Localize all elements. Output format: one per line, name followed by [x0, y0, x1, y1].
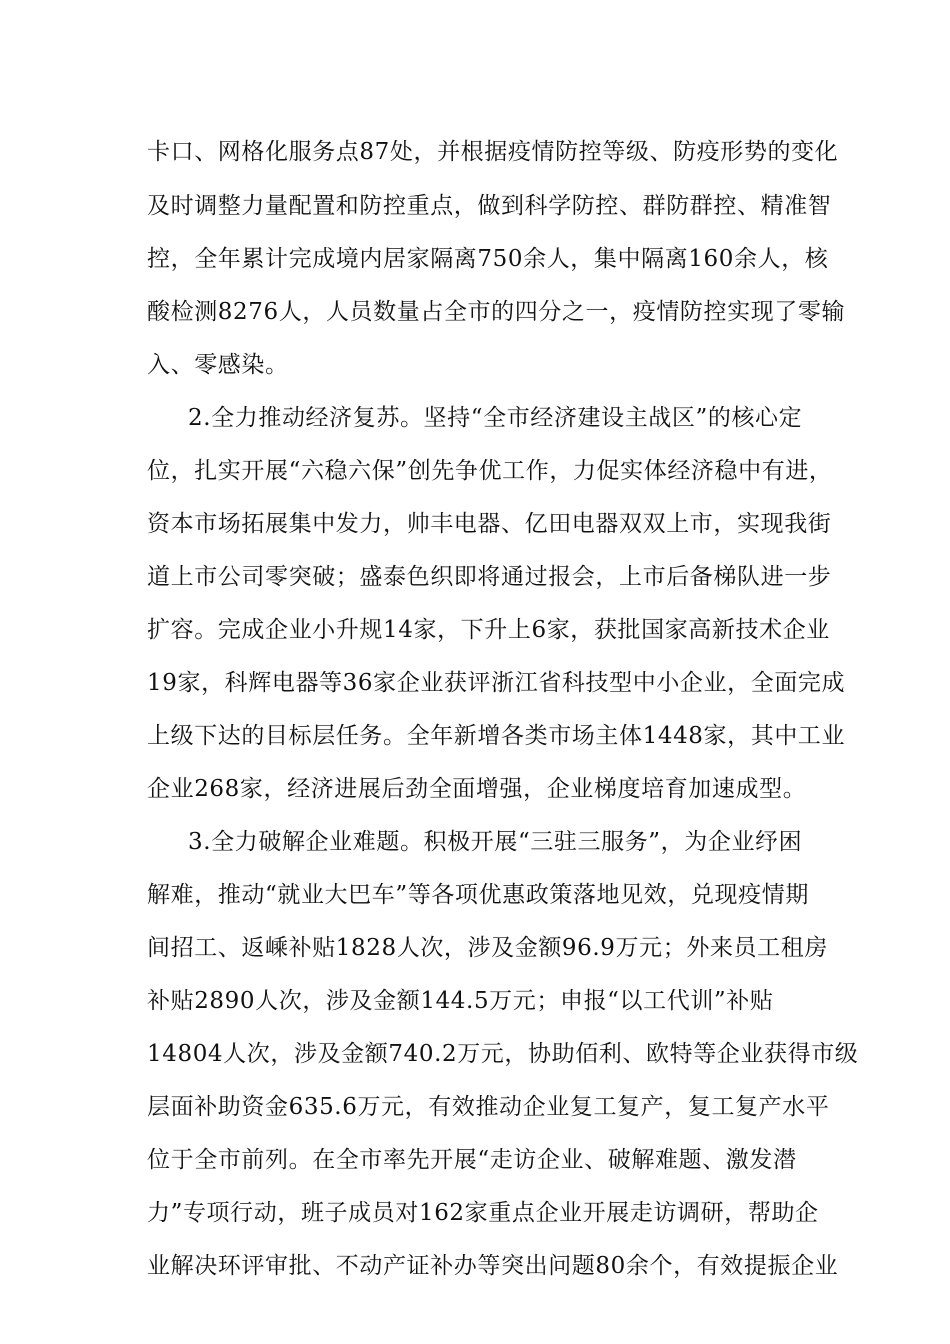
paragraph-1-line-3: 控，全年累计完成境内居家隔离750余人，集中隔离160余人，核 [147, 246, 829, 272]
paragraph-2-line-2: 位，扎实开展“六稳六保”创先争优工作，力促实体经济稳中有进， [147, 458, 833, 484]
paragraph-2-line-7: 上级下达的目标层任务。全年新增各类市场主体1448家，其中工业 [147, 723, 846, 749]
paragraph-3-line-8: 力”专项行动，班子成员对162家重点企业开展走访调研，帮助企 [147, 1200, 819, 1226]
paragraph-3-line-3: 间招工、返嵊补贴1828人次，涉及金额96.9万元；外来员工租房 [147, 935, 828, 961]
paragraph-3-line-6: 层面补助资金635.6万元，有效推动企业复工复产，复工复产水平 [147, 1094, 830, 1120]
paragraph-2-line-5: 扩容。完成企业小升规14家，下升上6家，获批国家高新技术企业 [147, 617, 830, 643]
paragraph-3-line-4: 补贴2890人次，涉及金额144.5万元；申报“以工代训”补贴 [147, 988, 774, 1014]
paragraph-2-line-8: 企业268家，经济进展后劲全面增强，企业梯度培育加速成型。 [147, 776, 807, 802]
paragraph-3-line-5: 14804人次，涉及金额740.2万元，协助佰利、欧特等企业获得市级 [147, 1041, 859, 1067]
paragraph-2-line-1: 2.全力推动经济复苏。坚持“全市经济建设主战区”的核心定 [188, 405, 803, 431]
paragraph-1-line-5: 入、零感染。 [147, 352, 289, 378]
paragraph-1-line-4: 酸检测8276人，人员数量占全市的四分之一，疫情防控实现了零输 [147, 299, 846, 325]
paragraph-3-line-7: 位于全市前列。在全市率先开展“走访企业、破解难题、激发潜 [147, 1147, 797, 1173]
paragraph-3-line-1: 3.全力破解企业难题。积极开展“三驻三服务”，为企业纾困 [188, 829, 803, 855]
paragraph-3-line-2: 解难，推动“就业大巴车”等各项优惠政策落地见效，兑现疫情期 [147, 882, 809, 908]
paragraph-3-line-9: 业解决环评审批、不动产证补办等突出问题80余个，有效提振企业 [147, 1253, 839, 1279]
paragraph-2-line-3: 资本市场拓展集中发力，帅丰电器、亿田电器双双上市，实现我街 [147, 511, 832, 537]
paragraph-2-line-4: 道上市公司零突破；盛泰色织即将通过报会，上市后备梯队进一步 [147, 564, 832, 590]
paragraph-1-line-2: 及时调整力量配置和防控重点，做到科学防控、群防群控、精准智 [147, 193, 832, 219]
paragraph-1-line-1: 卡口、网格化服务点87处，并根据疫情防控等级、防疫形势的变化 [147, 139, 839, 165]
paragraph-2-line-6: 19家，科辉电器等36家企业获评浙江省科技型中小企业，全面完成 [147, 670, 846, 696]
